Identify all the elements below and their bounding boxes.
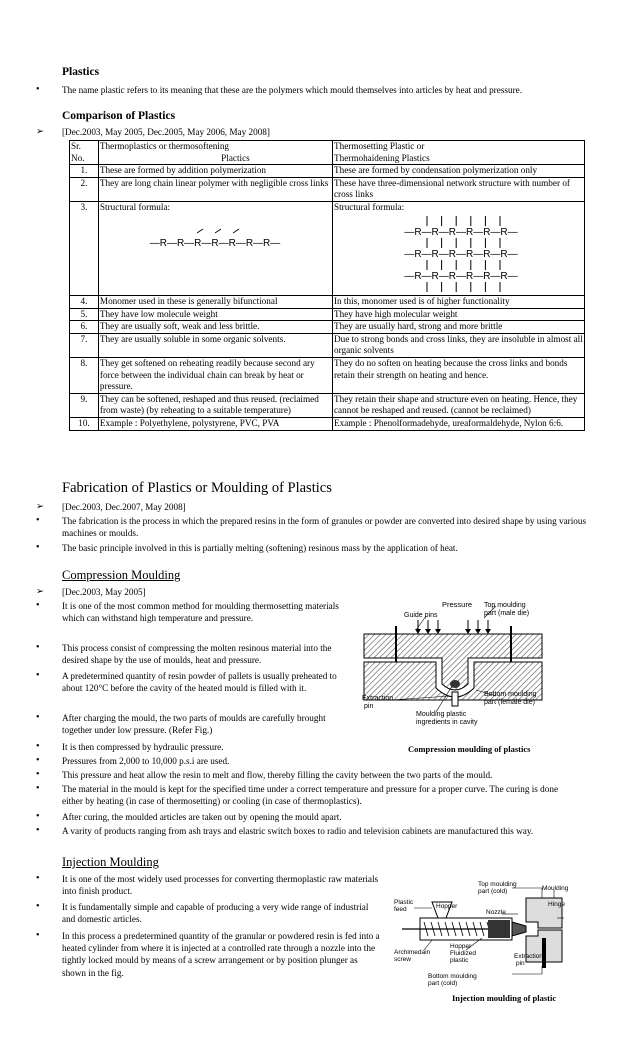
moulding-plastic-label: Moulding plastic	[416, 711, 467, 718]
compression-point: • The material in the mould is kept for the specified time under a correct temperature and pressure for a proper curve. The curing is done either by heating (in case of thermosetting) or cooling (in case of thermoplastics).	[62, 783, 574, 807]
thermoplastic-cell: They are usually soft, weak and less brittle.	[98, 321, 332, 334]
branch-tick	[215, 229, 221, 233]
pressure-label: Pressure	[442, 600, 473, 609]
thermosetting-cell: Example : Phenolformadehyde, ureaformaldehyde, Nylon 6:6.	[332, 417, 584, 430]
plastic-feed-label-2: feed	[394, 906, 407, 913]
table-row	[70, 393, 585, 417]
thermoplastic-cell: They get softened on reheating readily because second ary force between the individual chain can break by heat or pressure.	[98, 357, 332, 393]
thermoplastic-cell: Example : Polyethylene, polystyrene, PVC, PVA	[98, 417, 332, 430]
hopper-label-2: Hopper	[450, 943, 472, 950]
thermosetting-cell: They do no soften on heating because the cross links and bonds retain their strength on heating and hence.	[332, 357, 584, 393]
screw-label: screw	[394, 956, 411, 963]
top-moulding-label: Top moulding	[484, 602, 526, 609]
row-number: 2.	[70, 177, 99, 201]
compression-point: • This pressure and heat allow the resin to melt and flow, thereby filling the cavity between the two parts of the mould.	[62, 769, 582, 781]
ingredients-cavity-label: ingredients in cavity	[416, 719, 478, 726]
hopper-label: Hopper	[436, 903, 458, 910]
compression-heading: Compression Moulding	[62, 568, 181, 582]
table-header-row	[70, 141, 585, 165]
hinge-label: Hinge	[548, 901, 565, 908]
top-mould-cold-label: part (cold)	[478, 888, 508, 895]
thermoplastic-cell: They have low molecule weight	[98, 308, 332, 321]
no-header: No.	[71, 152, 85, 163]
network-formula-row-3: —R—R—R—R—R—R—	[404, 270, 518, 282]
moulding-label: Moulding	[542, 885, 568, 892]
thermoplastic-cell: These are formed by addition polymerization	[98, 165, 332, 178]
sr-header: Sr.	[71, 141, 81, 151]
compression-reference: ➢ [Dec.2003, May 2005]	[62, 586, 146, 598]
compression-moulding-figure	[356, 596, 556, 756]
row-number: 6.	[70, 321, 99, 334]
row-number: 1.	[70, 165, 99, 178]
row-number: 9.	[70, 393, 99, 417]
bottom-mould-cold-label: part (cold)	[428, 980, 458, 987]
extraction-pin-label-2: pin	[516, 960, 525, 967]
fabrication-reference: ➢ [Dec.2003, Dec.2007, May 2008]	[62, 501, 186, 513]
fluidized-plastic-fill	[488, 920, 510, 938]
thermoplastics-header: Thermoplastics or thermosoftening	[99, 141, 230, 151]
row-number: 3.	[70, 201, 99, 295]
table-row	[70, 201, 585, 295]
table-row	[70, 333, 585, 357]
comparison-table	[69, 140, 585, 431]
linear-formula-text: —R—R—R—R—R—R—R—	[149, 237, 281, 249]
guide-pins-label: Guide pins	[404, 612, 438, 619]
thermosetting-cell: They have high molecular weight	[332, 308, 584, 321]
plastics-heading: Plastics	[62, 66, 100, 78]
compression-point: • It is then compressed by hydraulic pressure.	[62, 741, 352, 753]
table-row	[70, 417, 585, 430]
fabrication-point-2: • The basic principle involved in this is partially melting (softening) resinous mass by the application of heat.	[62, 542, 588, 554]
thermoplastic-cell: Structural formula:	[99, 201, 171, 212]
extraction-label: Extraction	[362, 695, 394, 702]
compression-figure-caption: Compression moulding of plastics	[408, 744, 531, 754]
compression-point: • It is one of the most common method for moulding thermosetting materials which can withstand high temperature and pressure.	[62, 600, 352, 624]
network-polymer-formula	[333, 214, 583, 296]
injection-point: • In this process a predetermined quantity of the granular or powdered resin is fed into a heated cylinder from where it is injected at a controlled rate through a nozzle into the tightly locked mould by means of a screw arrangement or by position plunger as shown in the fig.	[62, 930, 382, 979]
thermosetting-header: Thermosetting Plastic or	[333, 141, 425, 151]
injection-moulding-figure	[392, 878, 568, 994]
male-die-label: part (male die)	[484, 610, 530, 617]
network-formula-row-1: —R—R—R—R—R—R—	[404, 226, 518, 238]
extraction-label-2: Extraction	[514, 953, 543, 960]
comparison-reference: ➢ [Dec.2003, May 2005, Dec.2005, May 2006, May 2008]	[62, 126, 270, 138]
thermosetting-cell: Structural formula:	[333, 201, 405, 212]
thermoplastic-cell: They are usually soluble in some organic solvents.	[98, 333, 332, 357]
thermosetting-header-line2: Thermohaidening Plastics	[333, 152, 430, 163]
table-row	[70, 177, 585, 201]
nozzle-label: Nozzle	[486, 909, 506, 916]
plastic-feed-label: Plastic	[394, 899, 414, 906]
thermosetting-cell: In this, monomer used is of higher functionality	[332, 295, 584, 308]
fabrication-heading: Fabrication of Plastics or Moulding of Plastics	[62, 480, 332, 496]
thermoplastic-cell: Monomer used in these is generally bifunctional	[98, 295, 332, 308]
archimedain-label: Archimedain	[394, 949, 431, 956]
compression-point: • Pressures from 2,000 to 10,000 p.s.i are used.	[62, 755, 582, 767]
top-mould-label: Top moulding	[478, 881, 517, 888]
thermoplastic-cell: They can be softened, reshaped and thus reused. (reclaimed from waste) (by reheating to a suitable temperature)	[98, 393, 332, 417]
table-row	[70, 321, 585, 334]
nozzle-shape	[512, 922, 526, 936]
fluidized-label: Fluidized	[450, 950, 477, 957]
bottom-moulding-label: Bottom moulding	[484, 691, 537, 698]
injection-heading: Injection Moulding	[62, 855, 159, 869]
network-formula-row-2: —R—R—R—R—R—R—	[404, 248, 518, 260]
table-row	[70, 308, 585, 321]
linear-polymer-formula	[99, 216, 331, 286]
compression-point: • After curing, the moulded articles are taken out by opening the mould apart.	[62, 811, 582, 823]
fabrication-point-1: • The fabrication is the process in which the prepared resins in the form of granules or powder are converted into desired shape by using various machines or moulds.	[62, 515, 588, 539]
injection-point: • It is fundamentally simple and capable of producing a very wide range of industrial and domestic articles.	[62, 901, 382, 925]
female-die-label: part (female die)	[484, 699, 535, 706]
row-number: 10.	[70, 417, 99, 430]
compression-point: • This process consist of compressing the molten resinous material into the desired shape by the use of moulds, heat and pressure.	[62, 642, 352, 666]
row-number: 5.	[70, 308, 99, 321]
table-row	[70, 165, 585, 178]
table-row	[70, 295, 585, 308]
compression-point: • After charging the mould, the two parts of moulds are carefully brought together under low pressure. (Refer Fig.)	[62, 712, 344, 736]
thermosetting-cell: These have three-dimensional network structure with number of cross links	[332, 177, 584, 201]
row-number: 8.	[70, 357, 99, 393]
bottom-mould-label: Bottom moulding	[428, 973, 477, 980]
comparison-heading: Comparison of Plastics	[62, 110, 176, 122]
compression-point: • A predetermined quantity of resin powder of pallets is usually preheated to about 120°C before the cavity of the heated mould is filled with it.	[62, 670, 344, 694]
extraction-pin-shape	[452, 692, 458, 706]
branch-tick	[197, 229, 203, 233]
extraction-pin-label: pin	[364, 703, 374, 710]
thermoplastics-header-line2: Plactics	[221, 152, 250, 163]
thermoplastic-cell: They are long chain linear polymer with negligible cross links	[98, 177, 332, 201]
plastics-definition: • The name plastic refers to its meaning that these are the polymers which mould themselves into articles by heat and pressure.	[62, 84, 602, 96]
branch-tick	[233, 229, 239, 233]
thermosetting-cell: They retain their shape and structure even on heating. Hence, they cannot be reshaped and reused. (cannot be reclaimed)	[332, 393, 584, 417]
thermosetting-cell: These are formed by condensation polymerization only	[332, 165, 584, 178]
row-number: 4.	[70, 295, 99, 308]
injection-point: • It is one of the most widely used processes for converting thermoplastic raw materials into finish product.	[62, 873, 382, 897]
compression-point: • A varity of products ranging from ash trays and elastric switch boxes to radio and television cabinets are manufactured this way.	[62, 825, 582, 837]
thermosetting-cell: They are usually hard, strong and more brittle	[332, 321, 584, 334]
pressure-arrowheads	[415, 629, 491, 634]
fluidized-plastic-label: plastic	[450, 957, 469, 964]
table-row	[70, 357, 585, 393]
thermosetting-cell: Due to strong bonds and cross links, they are insoluble in almost all organic solvents	[332, 333, 584, 357]
injection-figure-caption: Injection moulding of plastic	[452, 993, 557, 1003]
row-number: 7.	[70, 333, 99, 357]
